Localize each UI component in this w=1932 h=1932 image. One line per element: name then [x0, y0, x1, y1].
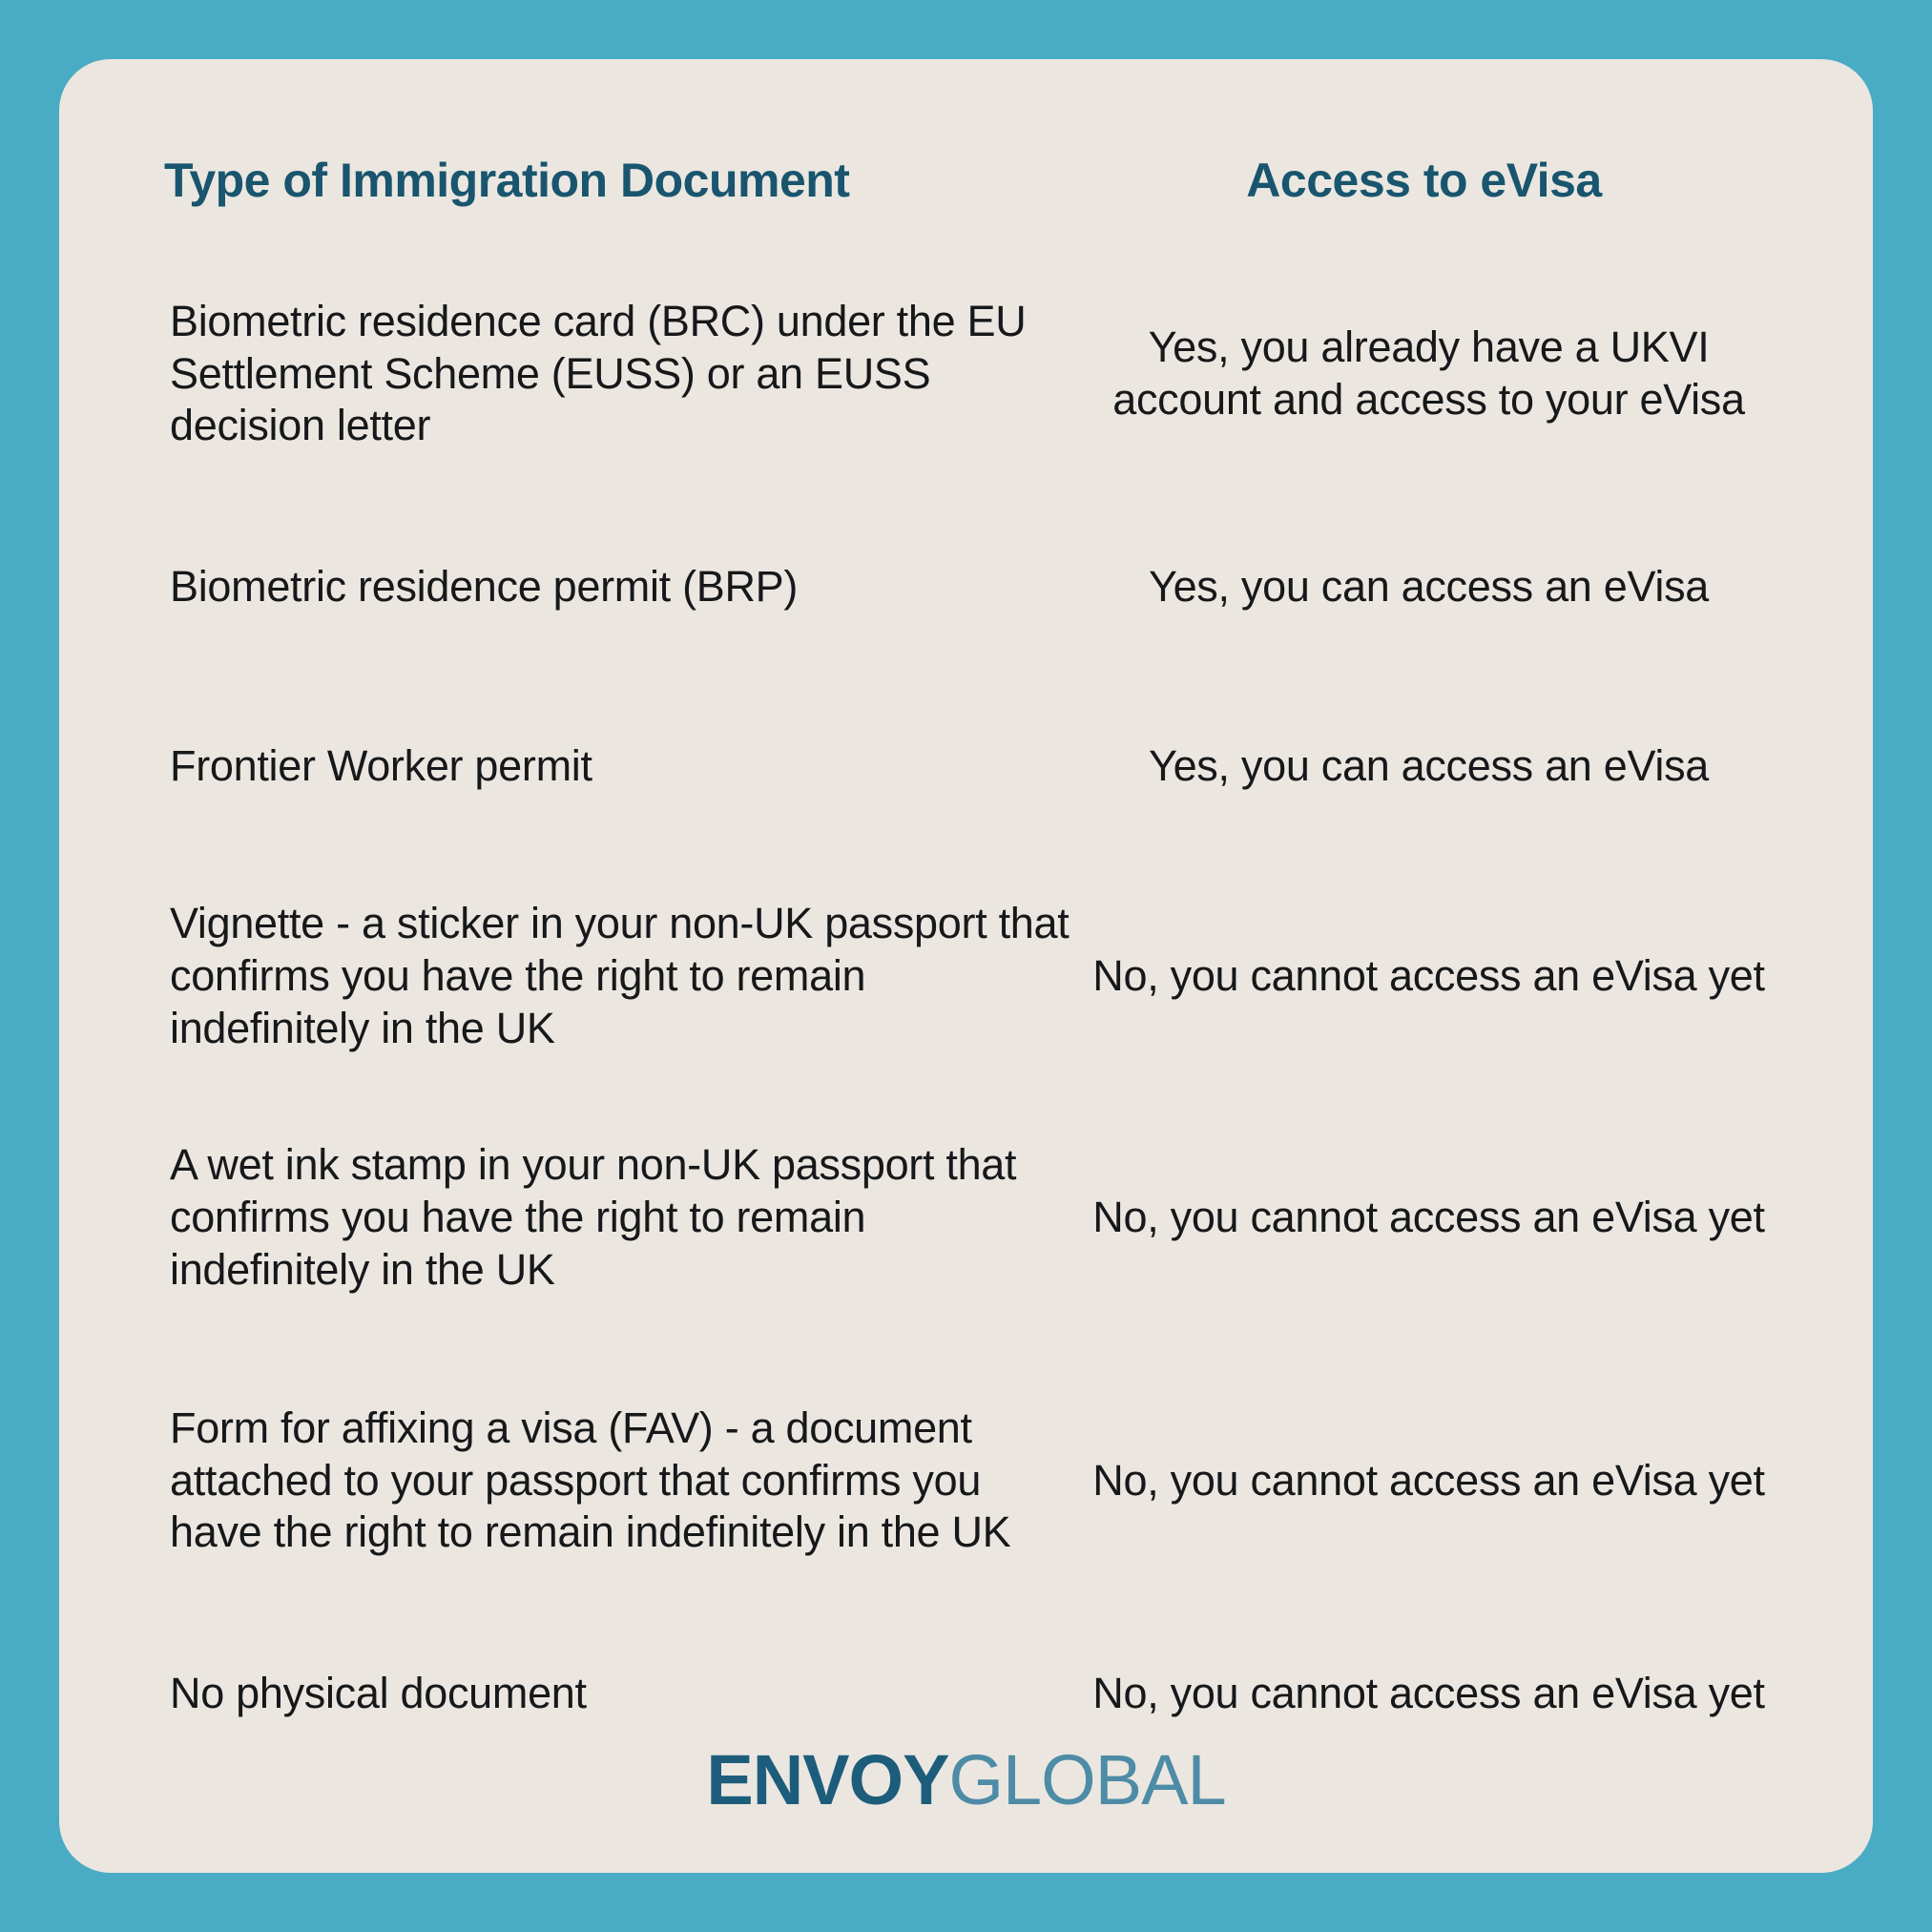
table-row [155, 264, 1806, 484]
evisa-access-table [59, 155, 1873, 1751]
table-row [155, 869, 1806, 1084]
cell-document: No physical document [170, 1668, 587, 1717]
cell-document: Biometric residence permit (BRP) [170, 561, 799, 611]
cell-access: No, you cannot access an eVisa yet [1092, 1193, 1765, 1242]
table-header-row [155, 155, 1806, 207]
cell-document: A wet ink stamp in your non-UK passport that confirms you have the right to remain indefinitely in the UK [170, 1140, 1017, 1294]
logo-text-secondary: GLOBAL [948, 1740, 1226, 1819]
cell-access: Yes, you can access an eVisa [1149, 561, 1709, 611]
cell-document: Vignette - a sticker in your non-UK passport that confirms you have the right to remain indefinitely in the UK [170, 899, 1070, 1052]
table-row [155, 1352, 1806, 1610]
cell-access: No, you cannot access an eVisa yet [1092, 1455, 1765, 1505]
table-row [155, 1111, 1806, 1325]
cell-access: No, you cannot access an eVisa yet [1092, 1668, 1765, 1717]
cell-document: Frontier Worker permit [170, 740, 592, 790]
table-row [155, 1636, 1806, 1751]
logo-text-primary: ENVOY [706, 1740, 949, 1819]
header-cell-document [155, 155, 1070, 207]
cell-access: Yes, you can access an eVisa [1149, 740, 1709, 790]
cell-document: Biometric residence card (BRC) under the EU Settlement Scheme (EUSS) or an EUSS decision letter [170, 296, 1027, 450]
cell-access: No, you cannot access an eVisa yet [1092, 951, 1765, 1001]
table-row [155, 510, 1806, 663]
header-cell-access [1070, 155, 1806, 207]
envoy-global-logo [59, 1739, 1873, 1820]
column-header-access-label: Access to eVisa [1246, 154, 1602, 207]
cell-access: Yes, you already have a UKVI account and access to your eVisa [1112, 322, 1745, 424]
column-header-document-label: Type of Immigration Document [164, 154, 850, 207]
cell-document: Form for affixing a visa (FAV) - a document attached to your passport that confirms you have the right to remain indefinitely in the UK [170, 1402, 1011, 1557]
info-card [59, 59, 1873, 1873]
table-row [155, 690, 1806, 842]
